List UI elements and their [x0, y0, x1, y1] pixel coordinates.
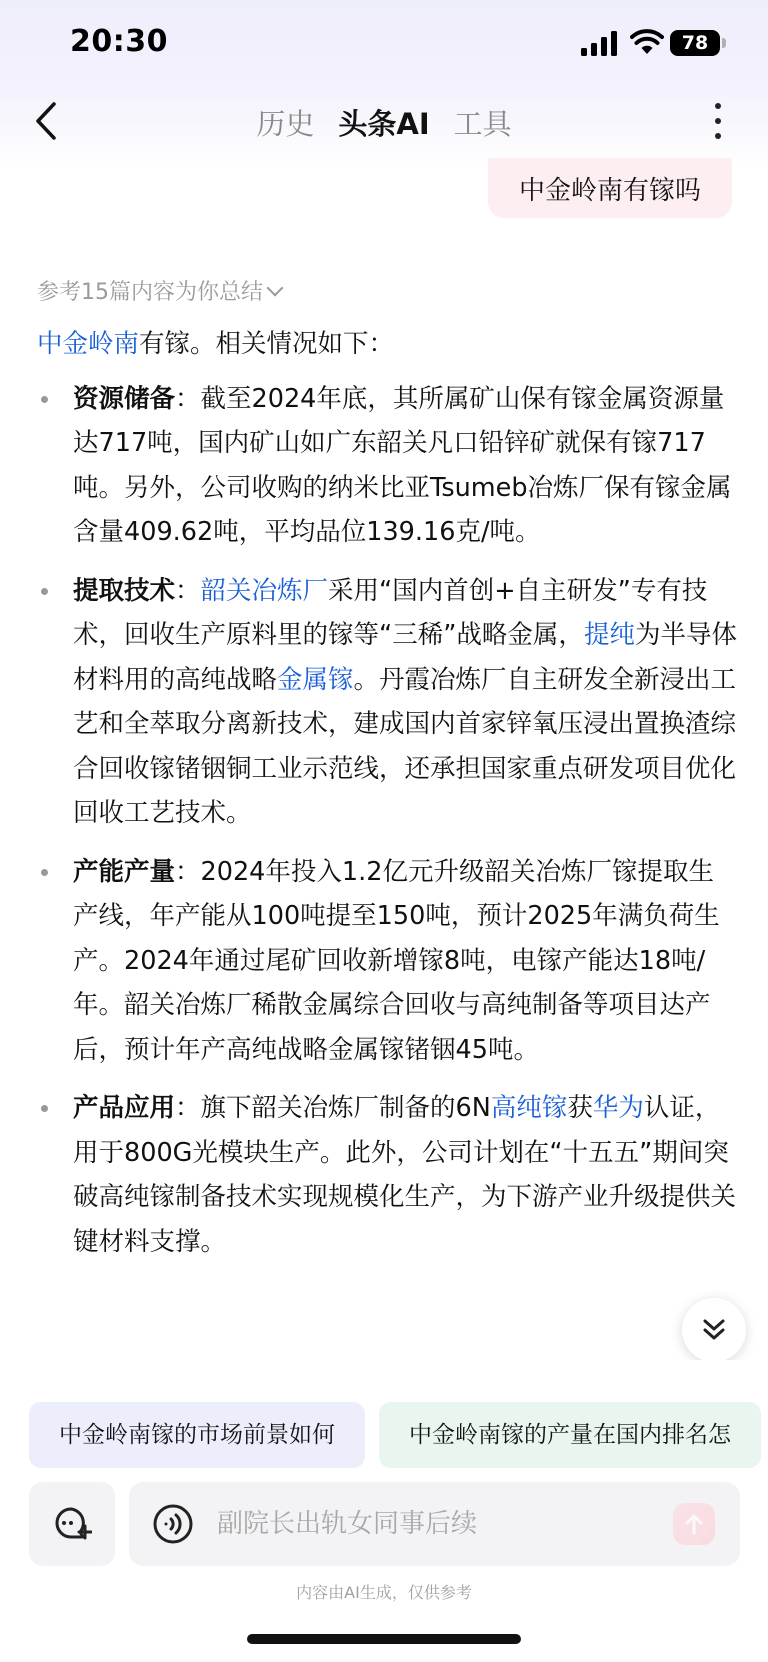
more-dot-icon: [715, 103, 721, 109]
send-button[interactable]: [673, 1503, 715, 1545]
list-item: [37, 1086, 737, 1264]
new-chat-icon: [52, 1504, 92, 1544]
input-placeholder: 副院长出轨女同事后续: [217, 1509, 478, 1539]
answer-intro-text: 有镓。相关情况如下：: [139, 329, 395, 359]
more-dot-icon: [715, 133, 721, 139]
more-dot-icon: [715, 118, 721, 124]
top-nav: [0, 88, 768, 158]
bullet-text: 获: [567, 1093, 593, 1123]
entity-link[interactable]: 韶关冶炼厂: [200, 575, 329, 606]
bullet-title: 产品应用: [73, 1093, 176, 1123]
entity-link[interactable]: 金属镓: [277, 664, 354, 695]
list-item: [37, 377, 737, 555]
ai-answer: [37, 322, 737, 1278]
entity-link[interactable]: 中金岭南: [37, 329, 140, 359]
wifi-icon: [630, 28, 664, 56]
bullet-text: 为半导体材料用的高纯战略: [73, 620, 737, 695]
suggestion-chip[interactable]: 中金岭南镓的市场前景如何: [29, 1402, 365, 1468]
bullet-title: 产能产量: [73, 856, 176, 887]
tab-toutiao-ai[interactable]: 头条AI: [338, 107, 430, 141]
reference-summary-toggle[interactable]: [37, 275, 281, 306]
home-indicator[interactable]: [247, 1634, 521, 1644]
bullet-text: 。丹霞冶炼厂自主研发全新浸出工艺和全萃取分离新技术，建成国内首家锌氧压浸出置换渣综合回收镓锗铟铜工业示范线，还承担国家重点研发项目优化回收工艺技术。: [73, 664, 737, 828]
battery-cap: [722, 38, 726, 48]
user-message-bubble: 中金岭南有镓吗: [488, 158, 732, 218]
bullet-text: 采用“国内首创+自主研发”专有技术，回收生产原料里的镓等“三稀”战略金属，: [73, 575, 708, 650]
ai-disclaimer: 内容由AI生成，仅供参考: [296, 1583, 472, 1602]
scroll-to-bottom-button[interactable]: [682, 1298, 746, 1362]
status-bar: [0, 0, 768, 88]
entity-link[interactable]: 高纯镓: [490, 1093, 568, 1123]
message-input[interactable]: [129, 1482, 740, 1566]
new-chat-button[interactable]: [29, 1482, 115, 1566]
entity-link[interactable]: 提纯: [583, 620, 635, 650]
double-chevron-down-icon: [700, 1316, 728, 1344]
bullet-text: ：2024年投入1.2亿元升级韶关冶炼厂镓提取生产线，年产能从100吨提至150吨，预计2025年满负荷生产。2024年通过尾矿回收新增镓8吨，电镓产能达18吨/年。韶关冶炼厂稀散金属综合回收与高纯制备等项目达产后，预计年产高纯战略金属镓锗铟45吨。: [73, 856, 720, 1065]
suggestion-chip[interactable]: 中金岭南镓的产量在国内排名怎: [379, 1402, 761, 1468]
arrow-up-icon: [684, 1513, 704, 1535]
list-item: [37, 850, 737, 1073]
bullet-text: ：: [175, 575, 201, 606]
suggested-questions: [29, 1402, 768, 1468]
battery-indicator: 78: [670, 30, 720, 56]
nav-tabs: [0, 98, 768, 147]
bullet-title: 提取技术: [73, 575, 176, 606]
answer-intro: [37, 322, 737, 367]
voice-input-icon[interactable]: [151, 1502, 195, 1546]
chevron-down-icon: [267, 279, 284, 296]
answer-bullets: [37, 377, 737, 1265]
status-time: 20:30: [70, 24, 168, 59]
more-options-button[interactable]: [700, 96, 736, 146]
reference-summary-label: 参考15篇内容为你总结: [37, 280, 263, 305]
list-item: [37, 569, 737, 836]
bullet-text: 认证，用于800G光模块生产。此外，公司计划在“十五五”期间突破高纯镓制备技术实现规模化生产，为下游产业升级提供关键材料支撑。: [73, 1093, 737, 1257]
cellular-signal-icon: [580, 30, 620, 56]
tab-history[interactable]: 历史: [256, 107, 315, 141]
tab-tools[interactable]: 工具: [453, 107, 512, 141]
bullet-title: 资源储备: [73, 383, 176, 414]
bullet-text: ：旗下韶关冶炼厂制备的6N: [175, 1093, 491, 1123]
bullet-text: ：截至2024年底，其所属矿山保有镓金属资源量达717吨，国内矿山如广东韶关凡口铅锌矿就保有镓717吨。另外，公司收购的纳米比亚Tsumeb冶炼厂保有镓金属含量409.62吨，平均品位139.16克/吨。: [73, 383, 732, 547]
entity-link[interactable]: 华为: [592, 1093, 644, 1123]
